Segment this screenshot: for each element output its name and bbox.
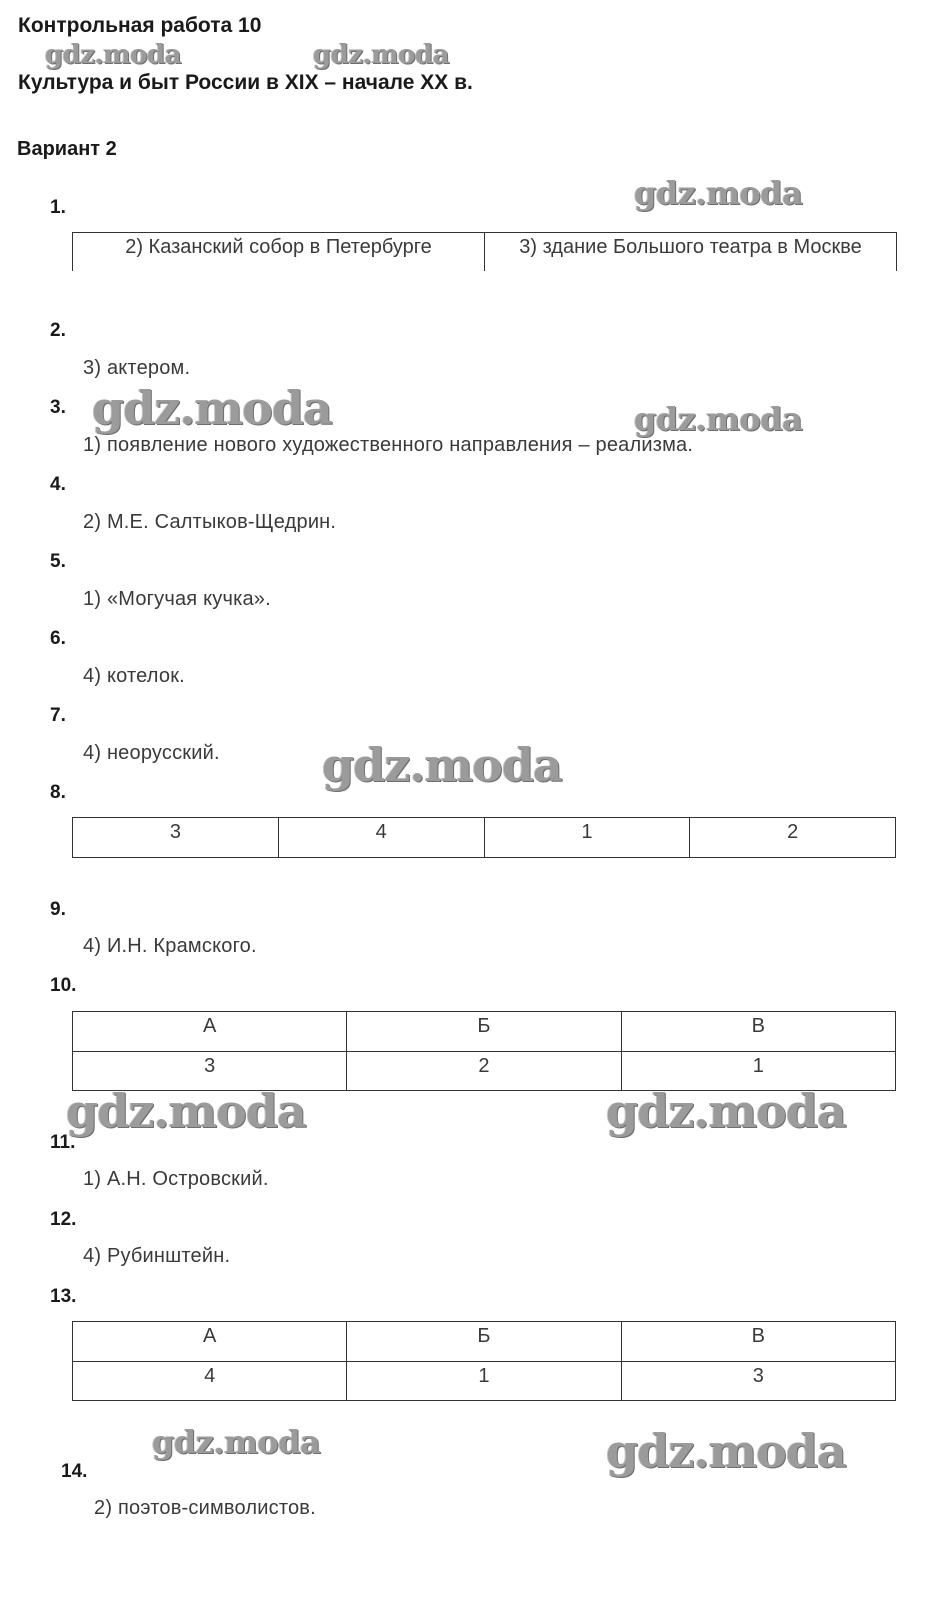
variant-label: Вариант 2 bbox=[17, 138, 117, 160]
question-number: 1. bbox=[50, 197, 66, 218]
answer-text: 4) И.Н. Крамского. bbox=[83, 935, 257, 957]
question-number: 8. bbox=[50, 782, 66, 803]
table-header-cell: В bbox=[621, 1012, 895, 1052]
answer-text: 4) котелок. bbox=[83, 665, 185, 687]
question-number: 3. bbox=[50, 397, 66, 418]
watermark-text: gdz.moda bbox=[606, 1424, 846, 1478]
table-cell: 1 bbox=[621, 1052, 895, 1091]
table-header-cell: Б bbox=[347, 1012, 621, 1052]
answer-text: 1) появление нового художественного направления – реализма. bbox=[83, 434, 694, 456]
watermark-text: gdz.moda bbox=[634, 174, 803, 212]
topic-title: Культура и быт России в XIX – начале XX в. bbox=[18, 71, 473, 94]
answer-text: 2) поэтов-символистов. bbox=[94, 1497, 316, 1519]
watermark-text: gdz.moda bbox=[322, 738, 562, 792]
answer-table-q10 bbox=[72, 1011, 896, 1091]
table-cell: 1 bbox=[484, 818, 690, 858]
table-cell: 1 bbox=[347, 1362, 621, 1401]
watermark-text: gdz.moda bbox=[313, 40, 450, 70]
watermark-text: gdz.moda bbox=[66, 1084, 306, 1138]
table-cell: 4 bbox=[73, 1362, 347, 1401]
watermark-text: gdz.moda bbox=[634, 400, 803, 438]
answer-table-q13 bbox=[72, 1321, 896, 1401]
question-number: 12. bbox=[50, 1209, 77, 1230]
question-number: 10. bbox=[50, 975, 77, 996]
question-number: 11. bbox=[50, 1132, 76, 1153]
table-cell: 4 bbox=[278, 818, 484, 858]
watermark-text: gdz.moda bbox=[45, 40, 182, 70]
question-number: 14. bbox=[61, 1461, 88, 1482]
answer-text: 1) А.Н. Островский. bbox=[83, 1168, 269, 1190]
answer-text: 2) М.Е. Салтыков-Щедрин. bbox=[83, 511, 337, 533]
table-cell: 3 bbox=[73, 1052, 347, 1091]
watermark-text: gdz.moda bbox=[606, 1084, 846, 1138]
answer-table-q8 bbox=[72, 817, 896, 858]
table-header-cell: А bbox=[73, 1322, 347, 1362]
answer-table-q1 bbox=[72, 232, 897, 271]
question-number: 4. bbox=[50, 474, 66, 495]
table-cell: 3) здание Большого театра в Москве bbox=[485, 233, 897, 271]
question-number: 7. bbox=[50, 705, 66, 726]
table-header-cell: В bbox=[621, 1322, 895, 1362]
question-number: 13. bbox=[50, 1286, 77, 1307]
table-cell: 3 bbox=[73, 818, 279, 858]
table-header-cell: Б bbox=[347, 1322, 621, 1362]
question-number: 9. bbox=[50, 899, 66, 920]
work-title: Контрольная работа 10 bbox=[18, 14, 262, 37]
table-cell: 2) Казанский собор в Петербурге bbox=[73, 233, 485, 271]
table-cell: 2 bbox=[690, 818, 896, 858]
answer-text: 3) актером. bbox=[83, 357, 191, 379]
table-header-cell: А bbox=[73, 1012, 347, 1052]
watermark-text: gdz.moda bbox=[92, 381, 332, 435]
question-number: 6. bbox=[50, 628, 66, 649]
watermark-text: gdz.moda bbox=[152, 1423, 321, 1461]
answer-text: 4) неорусский. bbox=[83, 742, 220, 764]
table-cell: 2 bbox=[347, 1052, 621, 1091]
answer-text: 1) «Могучая кучка». bbox=[83, 588, 271, 610]
question-number: 2. bbox=[50, 320, 66, 341]
answer-text: 4) Рубинштейн. bbox=[83, 1245, 231, 1267]
table-cell: 3 bbox=[621, 1362, 895, 1401]
question-number: 5. bbox=[50, 551, 66, 572]
